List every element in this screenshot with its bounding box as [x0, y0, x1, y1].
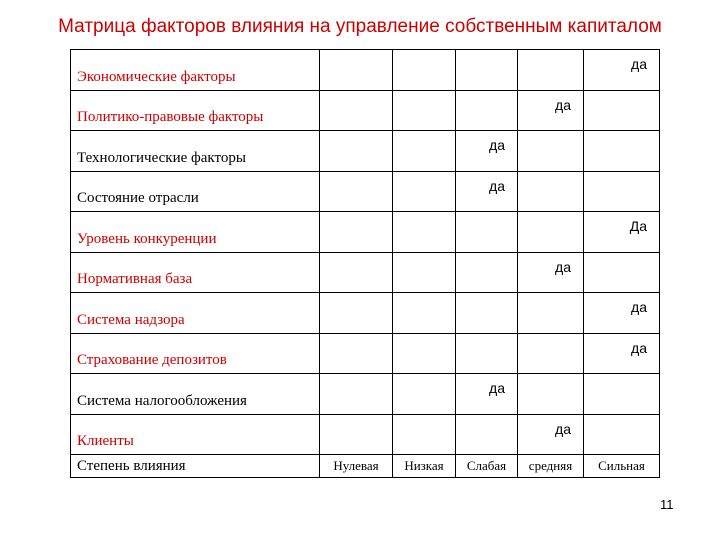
level-cell — [584, 252, 660, 293]
influence-mark: Да — [629, 218, 647, 234]
influence-mark: да — [555, 96, 571, 113]
level-cell — [393, 171, 456, 212]
level-cell — [456, 50, 518, 91]
level-cell — [518, 131, 584, 172]
level-label: Слабая — [466, 458, 507, 473]
level-cell — [320, 131, 393, 172]
level-cell — [584, 333, 660, 374]
level-cell — [518, 212, 584, 253]
level-cell — [518, 333, 584, 374]
level-cell — [518, 374, 584, 415]
influence-mark: да — [555, 258, 571, 275]
level-cell — [320, 414, 393, 455]
level-cell — [518, 414, 584, 455]
factor-cell — [71, 414, 320, 455]
level-cell — [320, 212, 393, 253]
table-row — [71, 212, 660, 253]
level-cell — [584, 50, 660, 91]
table-row — [71, 374, 660, 415]
table-row — [71, 414, 660, 455]
level-cell — [518, 50, 584, 91]
factor-label: Клиенты — [77, 433, 134, 449]
level-cell — [393, 252, 456, 293]
level-cell — [584, 212, 660, 253]
influence-mark: да — [631, 299, 647, 315]
level-cell — [393, 131, 456, 172]
table-row — [71, 252, 660, 293]
factor-label: Нормативная база — [77, 271, 193, 287]
influence-mark: да — [631, 56, 647, 72]
table-row — [71, 333, 660, 374]
level-cell — [320, 171, 393, 212]
level-cell — [584, 171, 660, 212]
level-cell — [456, 293, 518, 334]
level-cell — [393, 90, 456, 131]
influence-mark: да — [631, 339, 647, 356]
level-cell — [584, 414, 660, 455]
factor-label: Политико-правовые факторы — [77, 109, 264, 125]
influence-mark: да — [489, 380, 505, 396]
level-cell — [393, 414, 456, 455]
table-row — [71, 171, 660, 212]
factor-cell — [71, 252, 320, 293]
table-row — [71, 293, 660, 334]
influence-mark: да — [489, 177, 505, 194]
level-cell — [393, 333, 456, 374]
factor-cell — [71, 171, 320, 212]
factor-label: Система налогообложения — [77, 392, 247, 409]
level-label: средняя — [528, 458, 573, 473]
level-cell — [456, 171, 518, 212]
factor-label: Экономические факторы — [77, 68, 236, 85]
level-cell — [584, 293, 660, 334]
level-label: Нулевая — [333, 458, 379, 473]
level-header-cell — [393, 455, 456, 478]
level-cell — [456, 414, 518, 455]
level-header-cell — [320, 455, 393, 478]
level-cell — [393, 50, 456, 91]
page-title: Матрица факторов влияния на управление собственным капиталом — [58, 16, 662, 37]
influence-mark: да — [555, 420, 571, 437]
level-cell — [518, 293, 584, 334]
factor-cell — [71, 50, 320, 91]
factor-label: Система надзора — [77, 311, 185, 328]
influence-degree-label: Степень влияния — [77, 457, 186, 474]
factor-cell — [71, 131, 320, 172]
level-cell — [320, 90, 393, 131]
level-cell — [393, 374, 456, 415]
level-cell — [320, 50, 393, 91]
level-cell — [320, 374, 393, 415]
level-cell — [584, 131, 660, 172]
factor-cell — [71, 90, 320, 131]
level-cell — [393, 212, 456, 253]
level-cell — [393, 293, 456, 334]
table-row — [71, 90, 660, 131]
level-cell — [456, 374, 518, 415]
level-cell — [320, 252, 393, 293]
factor-label: Уровень конкуренции — [77, 230, 217, 247]
level-cell — [320, 333, 393, 374]
level-label: Низкая — [404, 458, 444, 473]
level-header-cell — [456, 455, 518, 478]
level-cell — [518, 252, 584, 293]
level-cell — [320, 293, 393, 334]
level-cell — [518, 90, 584, 131]
factor-label: Технологические факторы — [77, 149, 246, 166]
factor-label: Состояние отрасли — [77, 190, 199, 206]
level-cell — [456, 252, 518, 293]
level-cell — [584, 90, 660, 131]
influence-matrix-table — [70, 49, 660, 478]
factor-cell — [71, 333, 320, 374]
level-cell — [456, 90, 518, 131]
level-cell — [456, 131, 518, 172]
level-header-cell — [518, 455, 584, 478]
footer-label-cell — [71, 455, 320, 478]
influence-mark: да — [489, 137, 505, 153]
level-cell — [456, 333, 518, 374]
page-number: 11 — [660, 497, 674, 512]
level-cell — [456, 212, 518, 253]
factor-cell — [71, 293, 320, 334]
level-label: Сильная — [598, 458, 645, 473]
footer-row — [71, 455, 660, 478]
factor-label: Страхование депозитов — [77, 352, 227, 368]
level-header-cell — [584, 455, 660, 478]
table-row — [71, 131, 660, 172]
level-cell — [584, 374, 660, 415]
factor-cell — [71, 374, 320, 415]
level-cell — [518, 171, 584, 212]
factor-cell — [71, 212, 320, 253]
table-row — [71, 50, 660, 91]
